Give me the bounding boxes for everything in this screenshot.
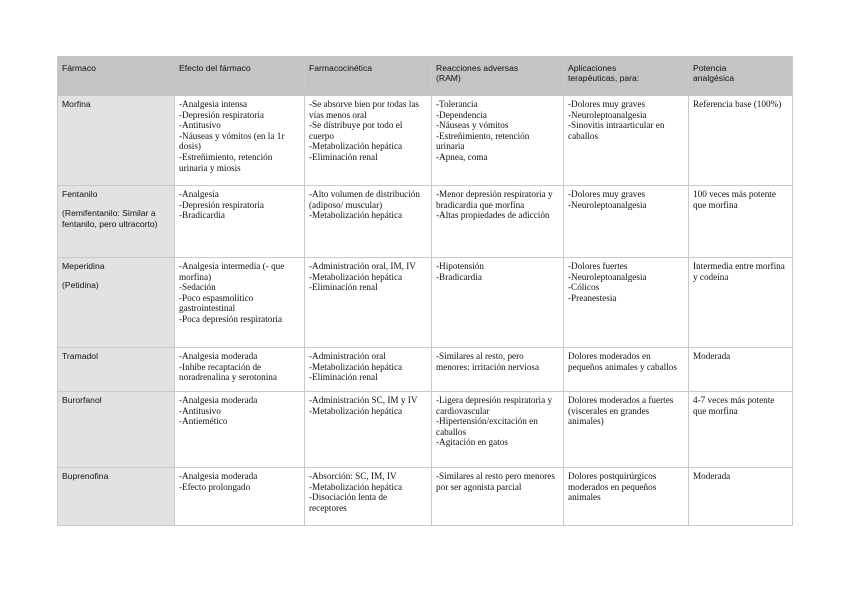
cell-line: -Analgesia moderada — [179, 471, 258, 481]
cell-line: -Estreñimiento, retención urinaria y miosis — [179, 151, 273, 173]
cell-line: Dolores postquirúrgicos moderados en pequeños animales — [568, 471, 657, 503]
cell-line: Dolores moderados a fuertes (viscerales en grandes animales) — [568, 395, 674, 427]
cell-line: -Analgesia — [179, 189, 219, 199]
cell-line: -Inhibe recaptación de noradrenalina y serotonina — [179, 361, 277, 383]
cell-line: -Se distribuye por todo el cuerpo — [309, 120, 403, 141]
cell-line: -Poca depresión respiratoria — [179, 313, 283, 324]
cell-line: Moderada — [693, 471, 731, 481]
cell-line: -Eliminación renal — [309, 282, 378, 293]
potency-cell — [689, 348, 793, 392]
cell-line: -Metabolización hepática — [309, 361, 403, 372]
effect-cell — [175, 468, 305, 526]
potency-cell — [689, 96, 793, 186]
cell-line: -Estreñimiento, retención urinaria — [436, 130, 530, 152]
cell-line: Referencia base (100%) — [693, 99, 782, 109]
drug-name-cell — [58, 348, 175, 392]
cell-line: -Metabolización hepática — [309, 271, 403, 282]
table-row — [58, 186, 793, 258]
cell-line: -Analgesia intermedia (- que morfina) — [179, 261, 285, 282]
cell-line: -Administración SC, IM y IV — [309, 395, 418, 405]
cell-line: -Antiemético — [179, 416, 228, 427]
drug-name: Morfina — [62, 99, 91, 109]
drug-name-cell — [58, 186, 175, 258]
header-row — [58, 57, 793, 96]
pharmacokinetics-cell — [305, 258, 432, 348]
cell-line: -Ligera depresión respiratoria y cardiovascular — [436, 395, 553, 416]
cell-line: -Similares al resto pero menores por ser agonista parcial — [436, 471, 555, 492]
effect-cell — [175, 186, 305, 258]
header-reacciones-adversas: Reacciones adversas (RAM) — [432, 57, 564, 96]
cell-line: -Cólicos — [568, 282, 600, 293]
table-row — [58, 258, 793, 348]
table-row — [58, 392, 793, 468]
adverse-reactions-cell — [432, 392, 564, 468]
cell-line: -Dolores muy graves — [568, 189, 646, 199]
table-row — [58, 468, 793, 526]
cell-line: Intermedia entre morfina y codeína — [693, 261, 785, 282]
drug-name: Tramadol — [62, 351, 98, 361]
potency-cell — [689, 468, 793, 526]
cell-line: -Hipotensión — [436, 261, 484, 271]
cell-line: -Administración oral, IM, IV — [309, 261, 416, 271]
header-farmacocinetica: Farmacocinética — [305, 57, 432, 96]
drug-name: Burorfanol — [62, 395, 102, 405]
potency-cell — [689, 186, 793, 258]
header-farmaco: Fármaco — [58, 57, 175, 96]
cell-line: 4-7 veces más potente que morfina — [693, 395, 775, 416]
cell-line: -Metabolización hepática — [309, 210, 403, 221]
table-body — [58, 96, 793, 526]
cell-line: -Bradicardia — [179, 210, 225, 221]
cell-line: -Similares al resto, pero menores: irritación nerviosa — [436, 351, 540, 372]
potency-cell — [689, 392, 793, 468]
cell-line: -Neuroleptoanalgesia — [568, 271, 647, 282]
pharmacokinetics-cell — [305, 348, 432, 392]
applications-cell — [564, 392, 689, 468]
cell-line: -Dependencia — [436, 109, 488, 120]
cell-line: -Metabolización hepática — [309, 481, 403, 492]
cell-line: -Se absorve bien por todas las vías menos oral — [309, 99, 419, 120]
effect-cell — [175, 96, 305, 186]
cell-line: -Dolores muy graves — [568, 99, 646, 109]
cell-line: -Neuroleptoanalgesia — [568, 199, 647, 210]
cell-line: -Analgesia moderada — [179, 395, 258, 405]
cell-line: -Metabolización hepática — [309, 405, 403, 416]
cell-line: Dolores moderados en pequeños animales y caballos — [568, 351, 677, 372]
table-row — [58, 96, 793, 186]
cell-line: -Antitusivo — [179, 405, 221, 416]
applications-cell — [564, 96, 689, 186]
cell-line: -Eliminación renal — [309, 372, 378, 383]
cell-line: -Disociación lenta de receptores — [309, 492, 388, 513]
pharmacokinetics-cell — [305, 468, 432, 526]
cell-line: -Agitación en gatos — [436, 437, 508, 448]
table-row — [58, 348, 793, 392]
adverse-reactions-cell — [432, 258, 564, 348]
drug-name-cell — [58, 96, 175, 186]
cell-line: -Bradicardia — [436, 271, 482, 282]
cell-line: -Apnea, coma — [436, 151, 488, 162]
drug-name: Fentanilo — [62, 189, 98, 199]
cell-line: -Analgesia intensa — [179, 99, 248, 109]
cell-line: -Menor depresión respiratoria y bradicardia que morfina — [436, 189, 553, 210]
applications-cell — [564, 348, 689, 392]
applications-cell — [564, 468, 689, 526]
drug-name: Meperidina — [62, 261, 105, 271]
pharmacokinetics-cell — [305, 96, 432, 186]
cell-line: -Poco espasmolítico gastrointestinal — [179, 292, 254, 314]
header-aplicaciones: Aplicaciones terapéuticas, para: — [564, 57, 689, 96]
drug-name: Buprenofina — [62, 471, 109, 481]
cell-line: -Absorción: SC, IM, IV — [309, 471, 397, 481]
applications-cell — [564, 258, 689, 348]
effect-cell — [175, 258, 305, 348]
cell-line: -Preanestesia — [568, 292, 617, 303]
potency-cell — [689, 258, 793, 348]
cell-line: -Hipertensión/excitación en caballos — [436, 416, 538, 437]
cell-line: -Eliminación renal — [309, 151, 378, 162]
cell-line: -Alto volumen de distribución (adiposo/ muscular) — [309, 189, 420, 210]
drug-name-cell — [58, 468, 175, 526]
cell-line: -Depresión respiratoria — [179, 199, 264, 210]
cell-line: -Metabolización hepática — [309, 141, 403, 152]
drug-alias: (Petidina) — [62, 280, 99, 290]
adverse-reactions-cell — [432, 96, 564, 186]
drug-name-cell — [58, 258, 175, 348]
cell-line: -Tolerancia — [436, 99, 478, 109]
pharmacokinetics-cell — [305, 186, 432, 258]
effect-cell — [175, 348, 305, 392]
cell-line: -Sinovitis intraarticular en caballos — [568, 120, 665, 141]
pharmacokinetics-cell — [305, 392, 432, 468]
cell-line: -Administración oral — [309, 351, 386, 361]
cell-line: -Náuseas y vómitos (en la 1r dosis) — [179, 130, 285, 152]
adverse-reactions-cell — [432, 348, 564, 392]
adverse-reactions-cell — [432, 186, 564, 258]
applications-cell — [564, 186, 689, 258]
adverse-reactions-cell — [432, 468, 564, 526]
cell-line: -Altas propiedades de adicción — [436, 210, 550, 221]
cell-line: -Sedación — [179, 282, 216, 293]
header-potencia: Potencia analgésica — [689, 57, 793, 96]
cell-line: -Dolores fuertes — [568, 261, 628, 271]
cell-line: Moderada — [693, 351, 731, 361]
cell-line: -Neuroleptoanalgesia — [568, 109, 647, 120]
cell-line: -Analgesia moderada — [179, 351, 258, 361]
opioid-table — [57, 56, 793, 526]
cell-line: -Náuseas y vómitos — [436, 120, 509, 131]
cell-line: 100 veces más potente que morfina — [693, 189, 776, 210]
effect-cell — [175, 392, 305, 468]
header-efecto: Efecto del fármaco — [175, 57, 305, 96]
drug-alias: (Remifentanilo: Similar a fentanilo, pero ultracorto) — [62, 208, 158, 229]
cell-line: -Efecto prolongado — [179, 481, 251, 492]
cell-line: -Depresión respiratoria — [179, 109, 264, 120]
drug-name-cell — [58, 392, 175, 468]
cell-line: -Antitusivo — [179, 120, 221, 131]
